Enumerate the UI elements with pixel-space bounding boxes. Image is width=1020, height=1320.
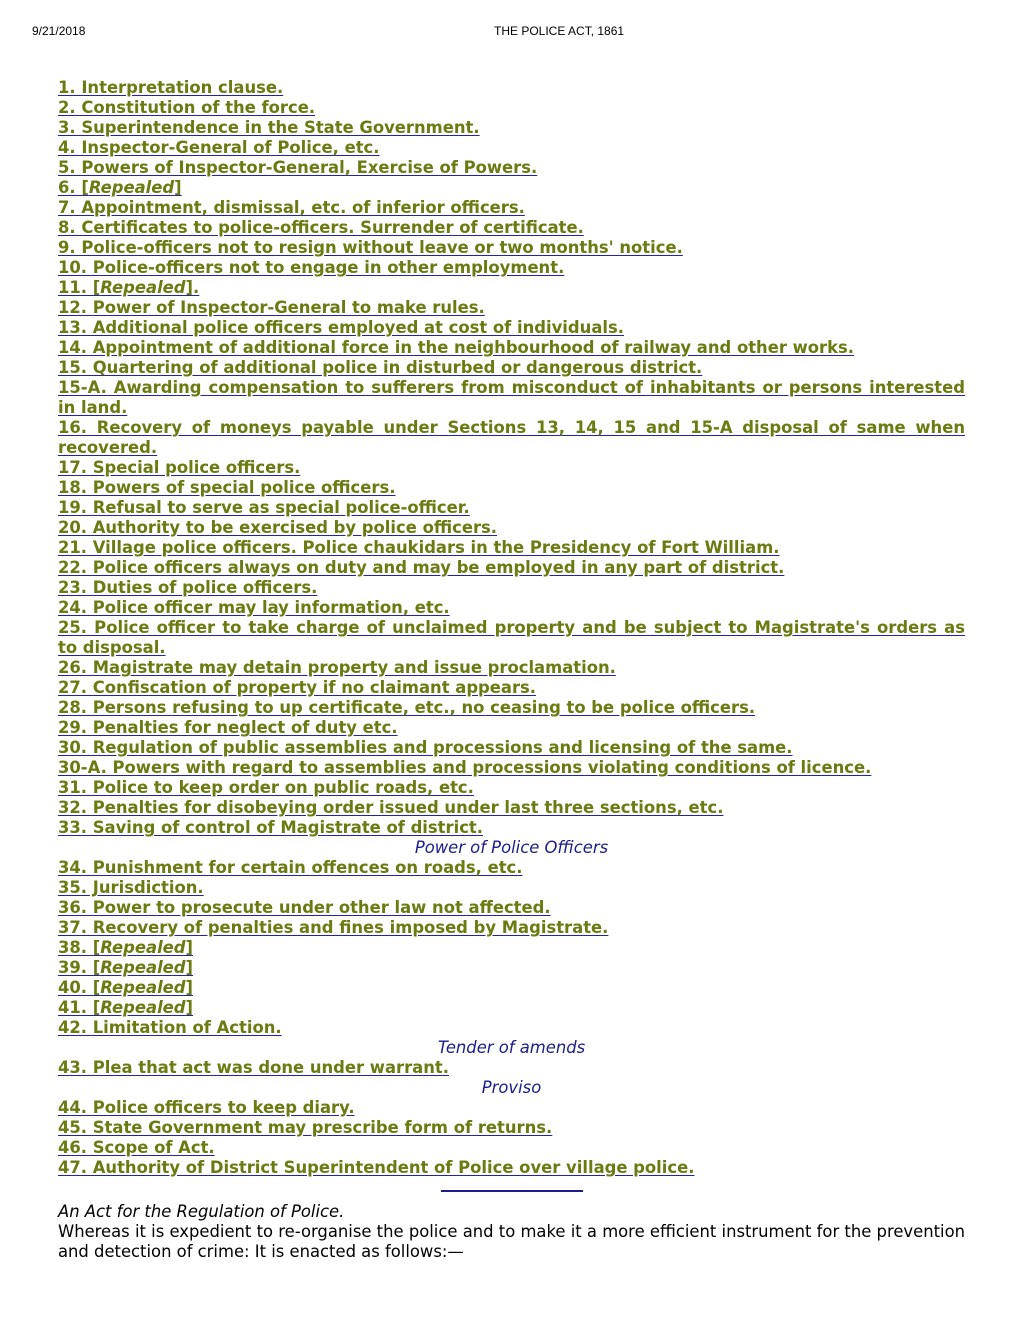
toc-link[interactable] xyxy=(58,1098,965,1118)
toc-link-text: 31. Police to keep order on public roads, etc. xyxy=(58,778,474,797)
toc-link-suffix: ]. xyxy=(185,278,200,297)
toc-link[interactable] xyxy=(58,478,965,498)
act-title: An Act for the Regulation of Police. xyxy=(58,1202,345,1221)
toc-link-text: 38. [ xyxy=(58,938,101,957)
toc-link-text: 41. [ xyxy=(58,998,101,1017)
toc-link[interactable] xyxy=(58,538,965,558)
toc-link[interactable] xyxy=(58,1018,965,1038)
toc-link[interactable] xyxy=(58,598,965,618)
toc-link-text: 12. Power of Inspector-General to make rules. xyxy=(58,298,485,317)
toc-link-text: 15. Quartering of additional police in disturbed or dangerous district. xyxy=(58,358,703,377)
toc-link[interactable] xyxy=(58,258,965,278)
toc-link[interactable] xyxy=(58,858,965,878)
toc-link-text: 7. Appointment, dismissal, etc. of inferior officers. xyxy=(58,198,525,217)
toc-link[interactable] xyxy=(58,178,965,198)
toc-link-text: 5. Powers of Inspector-General, Exercise of Powers. xyxy=(58,158,538,177)
toc-link[interactable] xyxy=(58,298,965,318)
toc-link-text: 22. Police officers always on duty and may be employed in any part of district. xyxy=(58,558,785,577)
toc-link-suffix: ] xyxy=(185,938,194,957)
toc-link-suffix: ] xyxy=(185,998,194,1017)
toc-link[interactable] xyxy=(58,618,965,658)
toc-link-text: 23. Duties of police officers. xyxy=(58,578,318,597)
toc-link[interactable] xyxy=(58,818,965,838)
toc-link-text: 16. Recovery of moneys payable under Sections 13, 14, 15 and 15-A disposal of same when recovered. xyxy=(58,418,965,457)
toc-link[interactable] xyxy=(58,918,965,938)
toc-link[interactable] xyxy=(58,578,965,598)
toc-link-text: 37. Recovery of penalties and fines imposed by Magistrate. xyxy=(58,918,609,937)
toc-link[interactable] xyxy=(58,1058,965,1078)
toc-link-suffix: ] xyxy=(174,178,182,197)
section-heading: Proviso xyxy=(481,1078,542,1097)
toc-link-text: 36. Power to prosecute under other law not affected. xyxy=(58,898,551,917)
toc-link-text: 3. Superintendence in the State Government. xyxy=(58,118,480,137)
toc-link[interactable] xyxy=(58,118,965,138)
toc-link-text: 39. [ xyxy=(58,958,101,977)
toc-link[interactable] xyxy=(58,798,965,818)
toc-link-text: 28. Persons refusing to up certificate, etc., no ceasing to be police officers. xyxy=(58,698,756,717)
toc-link[interactable] xyxy=(58,698,965,718)
repealed-label: Repealed xyxy=(100,278,186,297)
repealed-label: Repealed xyxy=(100,998,186,1017)
divider-rule xyxy=(441,1190,583,1192)
toc-link[interactable] xyxy=(58,998,965,1018)
toc-link-text: 40. [ xyxy=(58,978,101,997)
toc-link[interactable] xyxy=(58,958,965,978)
toc-link[interactable] xyxy=(58,558,965,578)
toc-link[interactable] xyxy=(58,978,965,998)
toc-link[interactable] xyxy=(58,338,965,358)
toc-link[interactable] xyxy=(58,758,965,778)
toc-link[interactable] xyxy=(58,718,965,738)
section-heading: Tender of amends xyxy=(437,1038,586,1057)
toc-link[interactable] xyxy=(58,458,965,478)
repealed-label: Repealed xyxy=(100,938,186,957)
toc-link[interactable] xyxy=(58,238,965,258)
toc-link-text: 17. Special police officers. xyxy=(58,458,301,477)
toc-link[interactable] xyxy=(58,678,965,698)
toc-link[interactable] xyxy=(58,878,965,898)
toc-link-text: 14. Appointment of additional force in the neighbourhood of railway and other works. xyxy=(58,338,854,357)
toc-link-text: 21. Village police officers. Police chaukidars in the Presidency of Fort William. xyxy=(58,538,780,557)
toc-link-text: 34. Punishment for certain offences on roads, etc. xyxy=(58,858,523,877)
toc-link[interactable] xyxy=(58,658,965,678)
toc-link[interactable] xyxy=(58,218,965,238)
toc-link[interactable] xyxy=(58,358,965,378)
repealed-label: Repealed xyxy=(100,958,186,977)
toc-link[interactable] xyxy=(58,518,965,538)
toc-link[interactable] xyxy=(58,98,965,118)
section-heading: Power of Police Officers xyxy=(414,838,609,857)
toc-link-text: 35. Jurisdiction. xyxy=(58,878,204,897)
toc-link[interactable] xyxy=(58,898,965,918)
toc-link-text: 20. Authority to be exercised by police officers. xyxy=(58,518,498,537)
toc-link-text: 44. Police officers to keep diary. xyxy=(58,1098,355,1117)
toc-link-text: 19. Refusal to serve as special police-officer. xyxy=(58,498,470,517)
toc-link[interactable] xyxy=(58,1118,965,1138)
toc-link[interactable] xyxy=(58,778,965,798)
repealed-label: Repealed xyxy=(100,978,186,997)
toc-link[interactable] xyxy=(58,938,965,958)
toc-link[interactable] xyxy=(58,138,965,158)
toc-link-text: 15-A. Awarding compensation to sufferers from misconduct of inhabitants or persons interested in land. xyxy=(58,378,965,417)
header-title: THE POLICE ACT, 1861 xyxy=(494,24,625,38)
toc-link[interactable] xyxy=(58,1158,965,1178)
toc-link[interactable] xyxy=(58,158,965,178)
toc-link-text: 29. Penalties for neglect of duty etc. xyxy=(58,718,398,737)
toc-link[interactable] xyxy=(58,1138,965,1158)
toc-link-text: 26. Magistrate may detain property and issue proclamation. xyxy=(58,658,616,677)
toc-link[interactable] xyxy=(58,318,965,338)
toc-link-text: 4. Inspector-General of Police, etc. xyxy=(58,138,380,157)
toc-link-text: 8. Certificates to police-officers. Surrender of certificate. xyxy=(58,218,584,237)
toc-link-text: 9. Police-officers not to resign without leave or two months' notice. xyxy=(58,238,683,257)
header-date: 9/21/2018 xyxy=(32,24,86,38)
toc-link[interactable] xyxy=(58,378,965,418)
toc-link-text: 13. Additional police officers employed at cost of individuals. xyxy=(58,318,624,337)
toc-link-text: 27. Confiscation of property if no claimant appears. xyxy=(58,678,537,697)
toc-link[interactable] xyxy=(58,278,965,298)
toc-link-text: 43. Plea that act was done under warrant. xyxy=(58,1058,449,1077)
toc-link-text: 25. Police officer to take charge of unclaimed property and be subject to Magistrate's orders as to disposal. xyxy=(58,618,965,657)
repealed-label: Repealed xyxy=(88,178,175,197)
toc-link-text: 24. Police officer may lay information, etc. xyxy=(58,598,450,617)
toc-link-suffix: ] xyxy=(185,958,194,977)
toc-link[interactable] xyxy=(58,198,965,218)
toc-link[interactable] xyxy=(58,498,965,518)
toc-link[interactable] xyxy=(58,78,965,98)
toc-link-text: 45. State Government may prescribe form of returns. xyxy=(58,1118,553,1137)
act-preamble: Whereas it is expedient to re-organise the police and to make it a more efficient instrument for the prevention and detection of crime: It is enacted as follows:— xyxy=(58,1222,965,1261)
toc-link-text: 1. Interpretation clause. xyxy=(58,78,284,97)
toc-link-text: 47. Authority of District Superintendent of Police over village police. xyxy=(58,1158,695,1177)
toc-link-text: 30-A. Powers with regard to assemblies and processions violating conditions of licence. xyxy=(58,758,872,777)
toc-link-text: 30. Regulation of public assemblies and processions and licensing of the same. xyxy=(58,738,793,757)
toc-link-text: 42. Limitation of Action. xyxy=(58,1018,282,1037)
toc-link-text: 11. [ xyxy=(58,278,101,297)
toc-link[interactable] xyxy=(58,738,965,758)
toc-link-text: 18. Powers of special police officers. xyxy=(58,478,396,497)
toc-link-text: 33. Saving of control of Magistrate of district. xyxy=(58,818,483,837)
toc-link-suffix: ] xyxy=(185,978,194,997)
toc-link-text: 32. Penalties for disobeying order issued under last three sections, etc. xyxy=(58,798,724,817)
toc-link[interactable] xyxy=(58,418,965,458)
toc-link-text: 6. [ xyxy=(58,178,89,197)
toc-link-text: 2. Constitution of the force. xyxy=(58,98,316,117)
toc-link-text: 46. Scope of Act. xyxy=(58,1138,215,1157)
toc-link-text: 10. Police-officers not to engage in other employment. xyxy=(58,258,565,277)
table-of-contents xyxy=(58,78,965,1262)
